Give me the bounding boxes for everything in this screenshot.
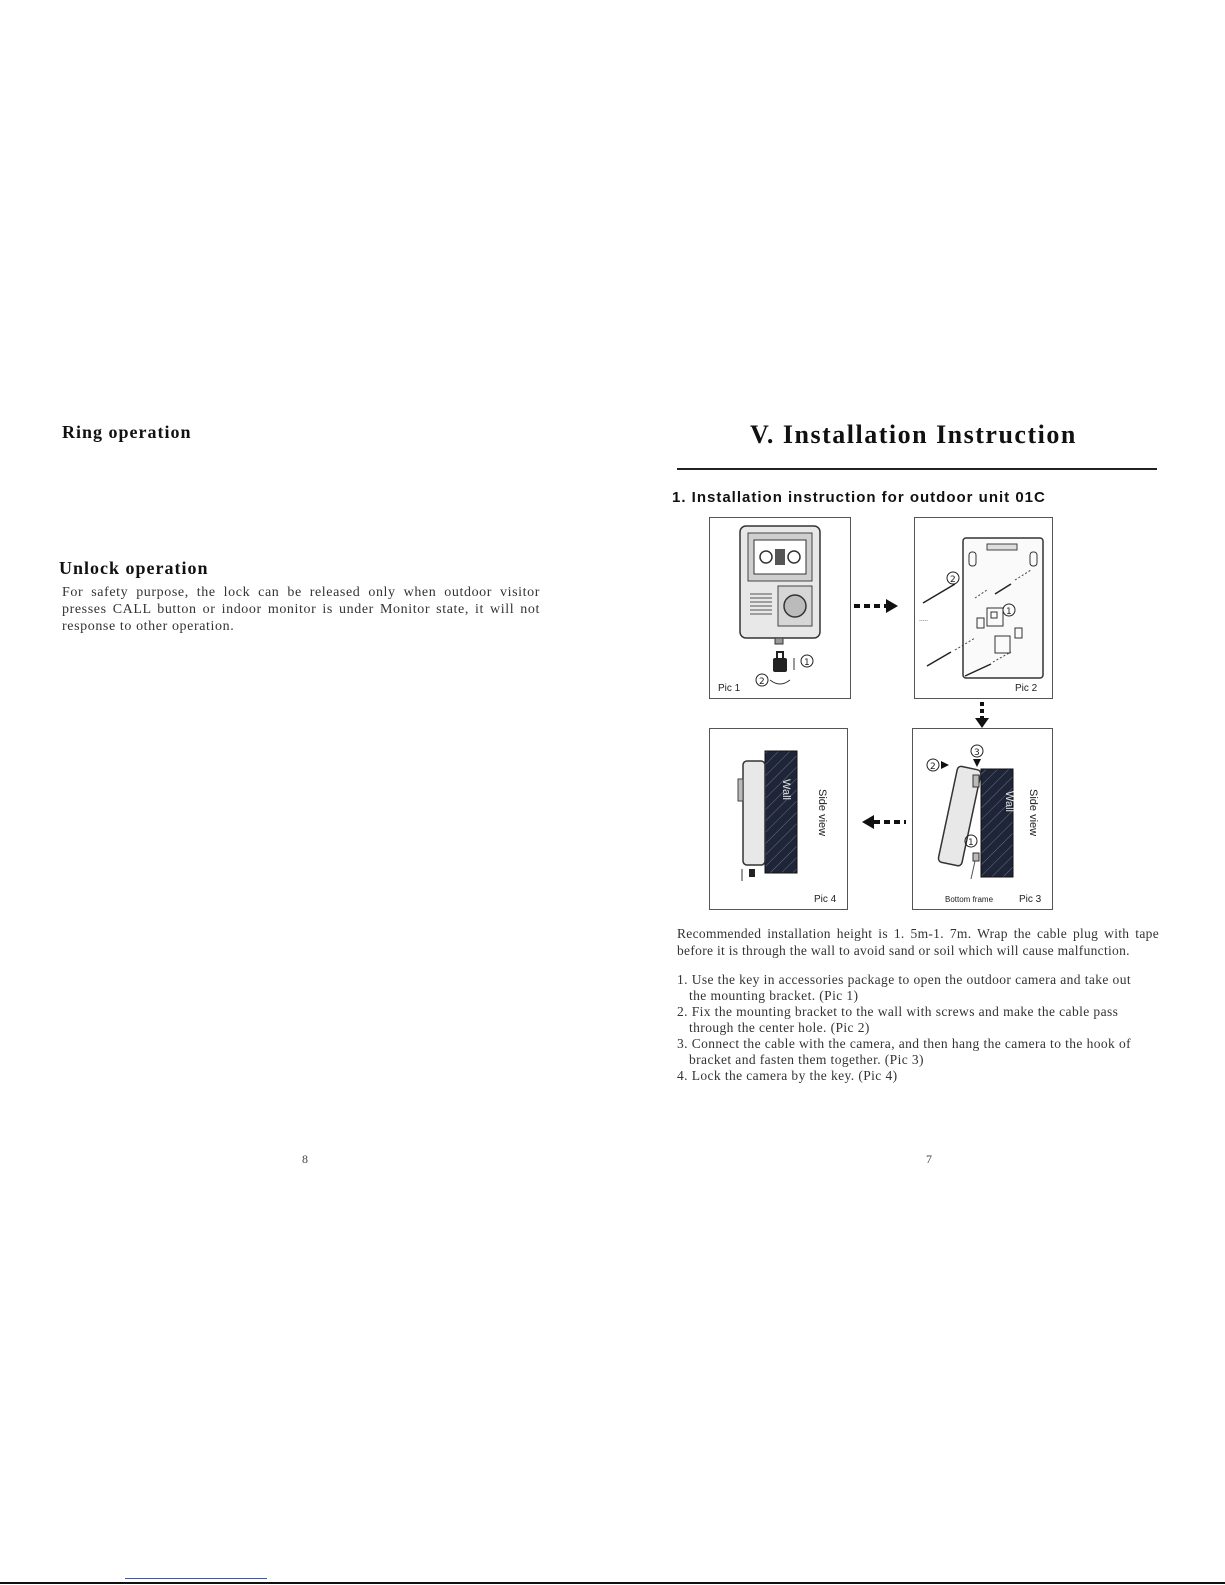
svg-text:-----: ----- (919, 618, 929, 624)
list-item (677, 972, 1161, 1004)
svg-text:2: 2 (759, 677, 765, 687)
bottom-frame-label: Bottom frame (945, 895, 994, 904)
title-rule (677, 468, 1157, 470)
unlock-operation-text: For safety purpose, the lock can be released only when outdoor visitor presses CALL button or indoor monitor is under Monitor state, it will not response to other operation. (62, 585, 540, 634)
link-underline (125, 1578, 267, 1579)
svg-text:1: 1 (1006, 607, 1012, 617)
pic-1-label: Pic 1 (718, 683, 741, 694)
step-2-line-2: through the center hole. (Pic 2) (689, 1020, 870, 1035)
arrow-right-icon (852, 596, 902, 616)
side-view-label: Side view (1027, 789, 1039, 837)
step-1-line-2: the mounting bracket. (Pic 1) (689, 988, 859, 1003)
pic-3-label: Pic 3 (1019, 894, 1042, 905)
svg-text:1: 1 (804, 658, 810, 668)
figure-pic-3 (912, 728, 1053, 910)
page-bottom-border (0, 1582, 1225, 1584)
list-item (677, 1036, 1161, 1068)
installation-steps-list (677, 972, 1161, 1084)
figure-pic-1 (709, 517, 851, 699)
side-view-label: Side view (816, 789, 828, 837)
figure-pic-2 (914, 517, 1053, 699)
wall-label: Wall (1003, 791, 1015, 812)
installation-height-note: Recommended installation height is 1. 5m-1. 7m. Wrap the cable plug with tape before it is through the wall to avoid sand or soil which will cause malfunction. (677, 926, 1159, 958)
step-2-line-1: 2. Fix the mounting bracket to the wall with screws and make the cable pass (677, 1004, 1119, 1019)
list-item (677, 1068, 1161, 1084)
mounting-bracket-illustration (915, 518, 1052, 698)
step-3-line-1: 3. Connect the cable with the camera, and then hang the camera to the hook of (677, 1036, 1132, 1051)
svg-text:1: 1 (968, 838, 974, 848)
section-title: V. Installation Instruction (750, 420, 1077, 449)
svg-text:2: 2 (930, 762, 936, 772)
svg-text:2: 2 (950, 575, 956, 585)
page-number-left: 8 (302, 1152, 308, 1166)
unlock-operation-heading: Unlock operation (59, 558, 209, 578)
figure-pic-4 (709, 728, 848, 910)
pic-2-label: Pic 2 (1015, 683, 1038, 694)
page-number-right: 7 (926, 1152, 932, 1166)
arrow-down-icon (972, 700, 992, 730)
ring-operation-heading: Ring operation (62, 422, 192, 442)
pic-4-label: Pic 4 (814, 894, 837, 905)
step-1-line-1: 1. Use the key in accessories package to open the outdoor camera and take out (677, 972, 1132, 987)
arrow-left-icon (858, 812, 908, 832)
list-item (677, 1004, 1161, 1036)
step-4-line-1: 4. Lock the camera by the key. (Pic 4) (677, 1068, 898, 1083)
svg-text:3: 3 (974, 748, 980, 758)
section-subtitle: 1. Installation instruction for outdoor unit 01C (672, 489, 1046, 506)
wall-label: Wall (780, 779, 792, 800)
step-3-line-2: bracket and fasten them together. (Pic 3) (689, 1052, 924, 1067)
outdoor-camera-front-illustration (710, 518, 850, 698)
